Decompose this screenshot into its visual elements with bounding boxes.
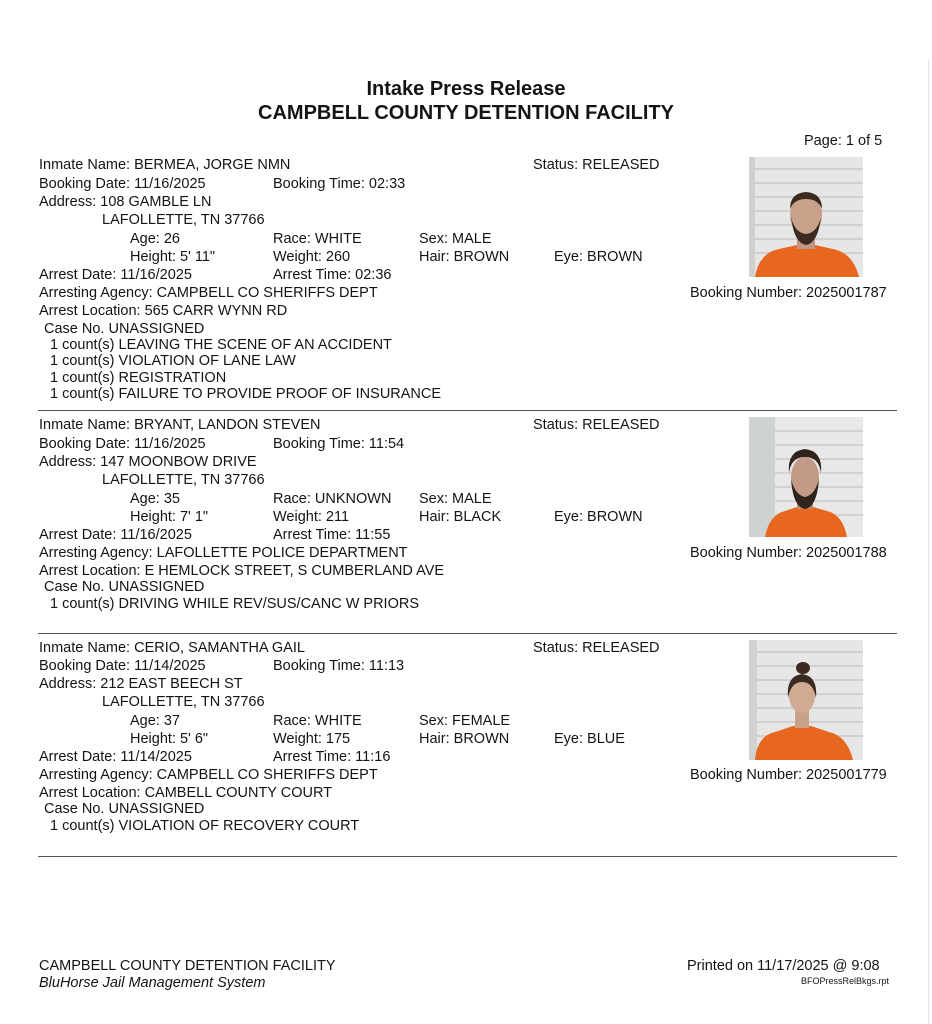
mugshot-photo xyxy=(749,640,863,760)
record-divider xyxy=(38,633,897,634)
case-number: Case No. UNASSIGNED xyxy=(44,801,205,817)
height: Height: 7' 1" xyxy=(130,509,209,525)
booking-time: Booking Time: 02:33 xyxy=(273,176,406,192)
address-line1: Address: 147 MOONBOW DRIVE xyxy=(39,454,257,470)
status: Status: RELEASED xyxy=(533,417,660,433)
race: Race: WHITE xyxy=(273,231,362,247)
sex: Sex: MALE xyxy=(419,231,492,247)
hair: Hair: BLACK xyxy=(419,509,502,525)
arrest-time: Arrest Time: 02:36 xyxy=(273,267,392,283)
hair: Hair: BROWN xyxy=(419,731,510,747)
address-line1: Address: 108 GAMBLE LN xyxy=(39,194,212,210)
height: Height: 5' 6" xyxy=(130,731,209,747)
inmate-record xyxy=(0,417,932,637)
booking-number: Booking Number: 2025001779 xyxy=(690,767,887,783)
charge-item: 1 count(s) VIOLATION OF RECOVERY COURT xyxy=(50,818,360,834)
footer-system: BluHorse Jail Management System xyxy=(39,975,266,991)
arrest-date: Arrest Date: 11/16/2025 xyxy=(39,267,192,283)
eye: Eye: BROWN xyxy=(554,249,643,265)
inmate-name: Inmate Name: BRYANT, LANDON STEVEN xyxy=(39,417,321,433)
arrest-date: Arrest Date: 11/16/2025 xyxy=(39,527,192,543)
booking-date: Booking Date: 11/14/2025 xyxy=(39,658,206,674)
age: Age: 35 xyxy=(130,491,180,507)
printed-timestamp: Printed on 11/17/2025 @ 9:08 xyxy=(687,958,880,974)
weight: Weight: 260 xyxy=(273,249,351,265)
weight: Weight: 211 xyxy=(273,509,350,525)
arrest-time: Arrest Time: 11:55 xyxy=(273,527,391,543)
facility-title: CAMPBELL COUNTY DETENTION FACILITY xyxy=(258,102,674,124)
report-filename: BFOPressRelBkgs.rpt xyxy=(801,976,890,986)
eye: Eye: BROWN xyxy=(554,509,643,525)
inmate-record xyxy=(0,640,932,860)
mugshot-photo xyxy=(749,417,863,537)
race: Race: UNKNOWN xyxy=(273,491,392,507)
arresting-agency: Arresting Agency: LAFOLLETTE POLICE DEPARTMENT xyxy=(39,545,408,561)
record-divider xyxy=(38,410,897,411)
case-number: Case No. UNASSIGNED xyxy=(44,321,205,337)
booking-date: Booking Date: 11/16/2025 xyxy=(39,436,206,452)
sex: Sex: MALE xyxy=(419,491,492,507)
inmate-name: Inmate Name: CERIO, SAMANTHA GAIL xyxy=(39,640,305,656)
eye: Eye: BLUE xyxy=(554,731,625,747)
race: Race: WHITE xyxy=(273,713,362,729)
booking-time: Booking Time: 11:54 xyxy=(273,436,405,452)
inmate-record xyxy=(0,157,932,402)
sex: Sex: FEMALE xyxy=(419,713,511,729)
arrest-date: Arrest Date: 11/14/2025 xyxy=(39,749,192,765)
charge-item: 1 count(s) LEAVING THE SCENE OF AN ACCIDENT xyxy=(50,337,392,353)
charge-item: 1 count(s) VIOLATION OF LANE LAW xyxy=(50,353,296,369)
weight: Weight: 175 xyxy=(273,731,351,747)
hair: Hair: BROWN xyxy=(419,249,510,265)
arrest-location: Arrest Location: CAMBELL COUNTY COURT xyxy=(39,785,333,801)
report-title: Intake Press Release xyxy=(366,78,566,100)
address-line2: LAFOLLETTE, TN 37766 xyxy=(102,212,265,228)
address-line2: LAFOLLETTE, TN 37766 xyxy=(102,694,265,710)
charge-item: 1 count(s) FAILURE TO PROVIDE PROOF OF INSURANCE xyxy=(50,386,442,402)
arrest-location: Arrest Location: E HEMLOCK STREET, S CUMBERLAND AVE xyxy=(39,563,445,579)
address-line1: Address: 212 EAST BEECH ST xyxy=(39,676,243,692)
booking-date: Booking Date: 11/16/2025 xyxy=(39,176,206,192)
age: Age: 37 xyxy=(130,713,180,729)
booking-time: Booking Time: 11:13 xyxy=(273,658,405,674)
booking-number: Booking Number: 2025001787 xyxy=(690,285,887,301)
age: Age: 26 xyxy=(130,231,180,247)
inmate-name: Inmate Name: BERMEA, JORGE NMN xyxy=(39,157,291,173)
mugshot-photo xyxy=(749,157,863,277)
charge-item: 1 count(s) REGISTRATION xyxy=(50,370,227,386)
status: Status: RELEASED xyxy=(533,640,660,656)
arresting-agency: Arresting Agency: CAMPBELL CO SHERIFFS DEPT xyxy=(39,767,378,783)
status: Status: RELEASED xyxy=(533,157,660,173)
arresting-agency: Arresting Agency: CAMPBELL CO SHERIFFS DEPT xyxy=(39,285,378,301)
arrest-location: Arrest Location: 565 CARR WYNN RD xyxy=(39,303,288,319)
height: Height: 5' 11" xyxy=(130,249,216,265)
charge-item: 1 count(s) DRIVING WHILE REV/SUS/CANC W PRIORS xyxy=(50,596,420,612)
address-line2: LAFOLLETTE, TN 37766 xyxy=(102,472,265,488)
arrest-time: Arrest Time: 11:16 xyxy=(273,749,391,765)
footer-facility: CAMPBELL COUNTY DETENTION FACILITY xyxy=(39,958,336,974)
booking-number: Booking Number: 2025001788 xyxy=(690,545,887,561)
case-number: Case No. UNASSIGNED xyxy=(44,579,205,595)
page-number: Page: 1 of 5 xyxy=(804,133,883,149)
record-divider xyxy=(38,856,897,857)
